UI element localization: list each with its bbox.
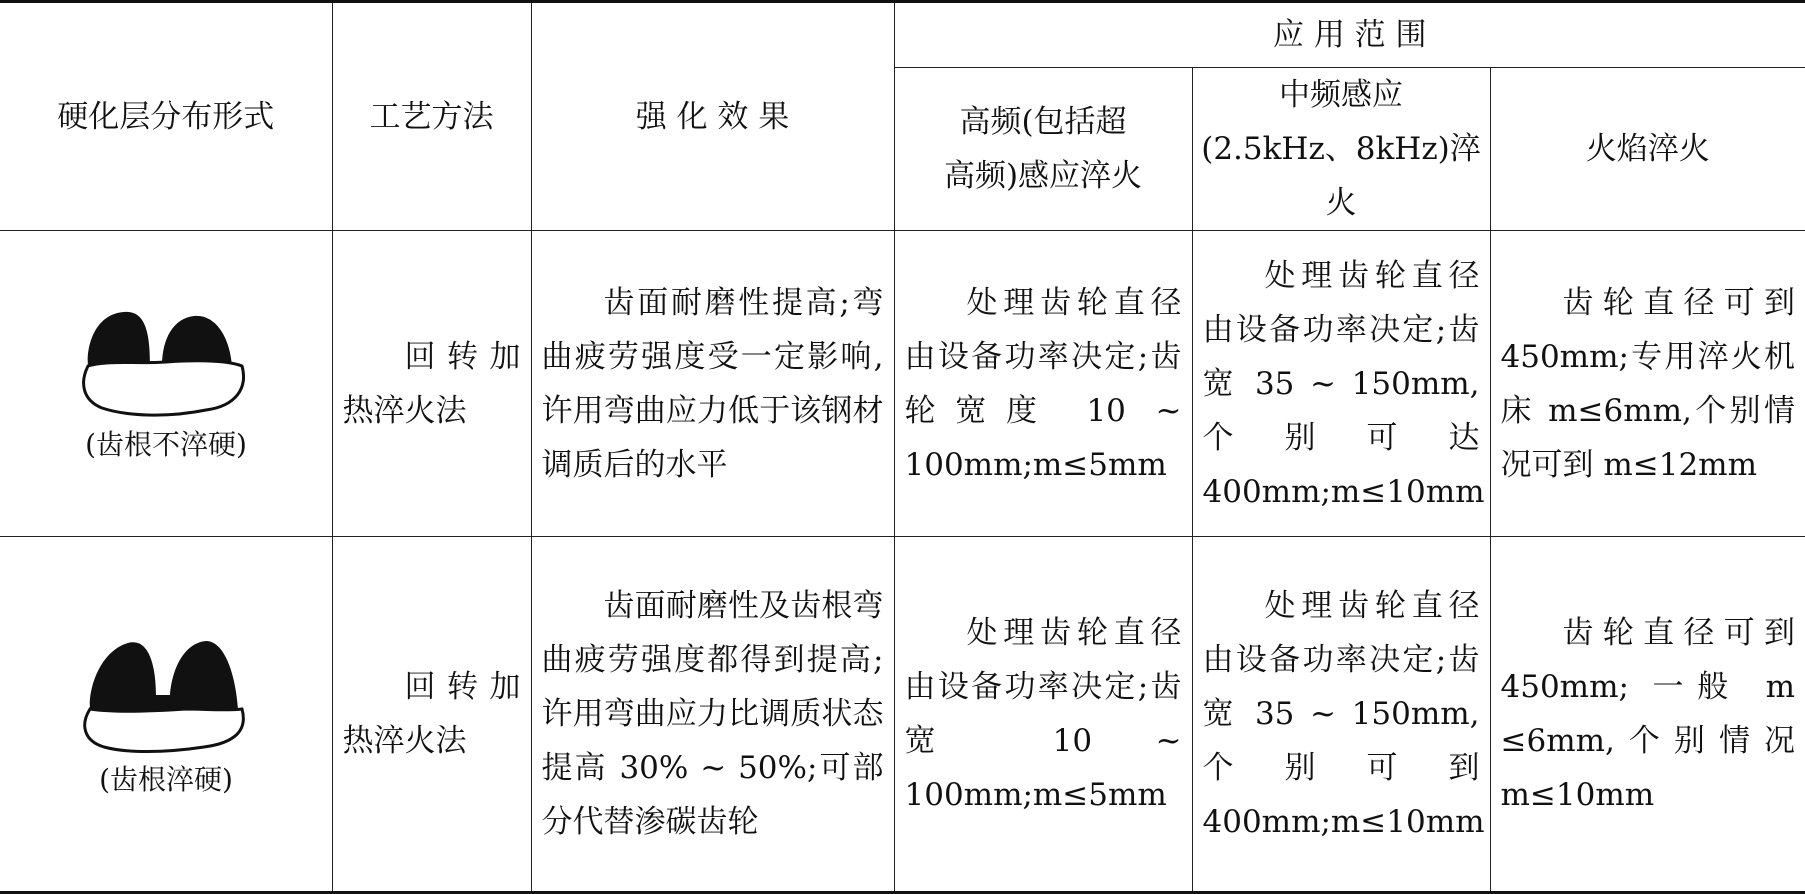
flame-cell xyxy=(1490,231,1805,537)
header-mid-frequency-line1: 中频感应 xyxy=(1279,77,1403,113)
effect-text: 齿面耐磨性及齿根弯曲疲劳强度都得到提高;许用弯曲应力比调质状态提高 30% ~ 50%;可部分代替渗碳齿轮 xyxy=(541,588,884,840)
effect-cell xyxy=(531,537,894,893)
mid-frequency-cell xyxy=(1192,537,1490,893)
header-application: 应 用 范 围 xyxy=(894,2,1805,68)
header-mid-frequency-line2: (2.5kHz、8kHz)淬火 xyxy=(1201,131,1481,221)
high-frequency-cell xyxy=(894,537,1192,893)
effect-cell xyxy=(531,231,894,537)
mid-frequency-text: 处理齿轮直径由设备功率决定;齿宽 35 ~ 150mm,个别可达 400mm;m≤10mm xyxy=(1202,257,1485,510)
process-cell xyxy=(332,537,531,893)
gear-diagram-cell xyxy=(0,537,332,893)
gear-root-unhardened-icon xyxy=(76,304,256,464)
header-high-frequency-line2: 高频)感应淬火 xyxy=(943,158,1143,194)
header-process: 工艺方法 xyxy=(332,2,531,231)
header-high-frequency-line1: 高频(包括超 xyxy=(959,104,1127,140)
high-frequency-text: 处理齿轮直径由设备功率决定;齿轮宽度 10 ~ 100mm;m≤5mm xyxy=(904,284,1182,483)
header-mid-frequency xyxy=(1192,68,1490,231)
high-frequency-text: 处理齿轮直径由设备功率决定;齿宽 10 ~ 100mm;m≤5mm xyxy=(904,615,1182,813)
process-text: 回转加热淬火法 xyxy=(342,338,521,429)
mid-frequency-text: 处理齿轮直径由设备功率决定;齿宽 35 ~ 150mm,个别可到 400mm;m≤10mm xyxy=(1202,588,1485,840)
gear-caption: (齿根不淬硬) xyxy=(84,427,247,461)
process-text: 回转加热淬火法 xyxy=(342,669,521,759)
header-high-frequency xyxy=(894,68,1192,231)
table-row xyxy=(0,231,1805,537)
high-frequency-cell xyxy=(894,231,1192,537)
table-row xyxy=(0,537,1805,893)
gear-root-hardened-icon xyxy=(76,629,256,799)
flame-cell xyxy=(1490,537,1805,893)
header-distribution: 硬化层分布形式 xyxy=(0,2,332,231)
mid-frequency-cell xyxy=(1192,231,1490,537)
gear-caption: (齿根淬硬) xyxy=(98,763,233,796)
flame-text: 齿轮直径可到450mm; 一般 m ≤6mm,个别情况 m≤10mm xyxy=(1500,615,1796,813)
gear-diagram-cell xyxy=(0,231,332,537)
process-cell xyxy=(332,231,531,537)
header-flame: 火焰淬火 xyxy=(1490,68,1805,231)
header-effect: 强 化 效 果 xyxy=(531,2,894,231)
flame-text: 齿轮直径可到450mm;专用淬火机床 m≤6mm,个别情况可到 m≤12mm xyxy=(1500,284,1796,483)
header-row-1 xyxy=(0,2,1805,68)
effect-text: 齿面耐磨性提高;弯曲疲劳强度受一定影响,许用弯曲应力低于该钢材调质后的水平 xyxy=(541,284,884,483)
